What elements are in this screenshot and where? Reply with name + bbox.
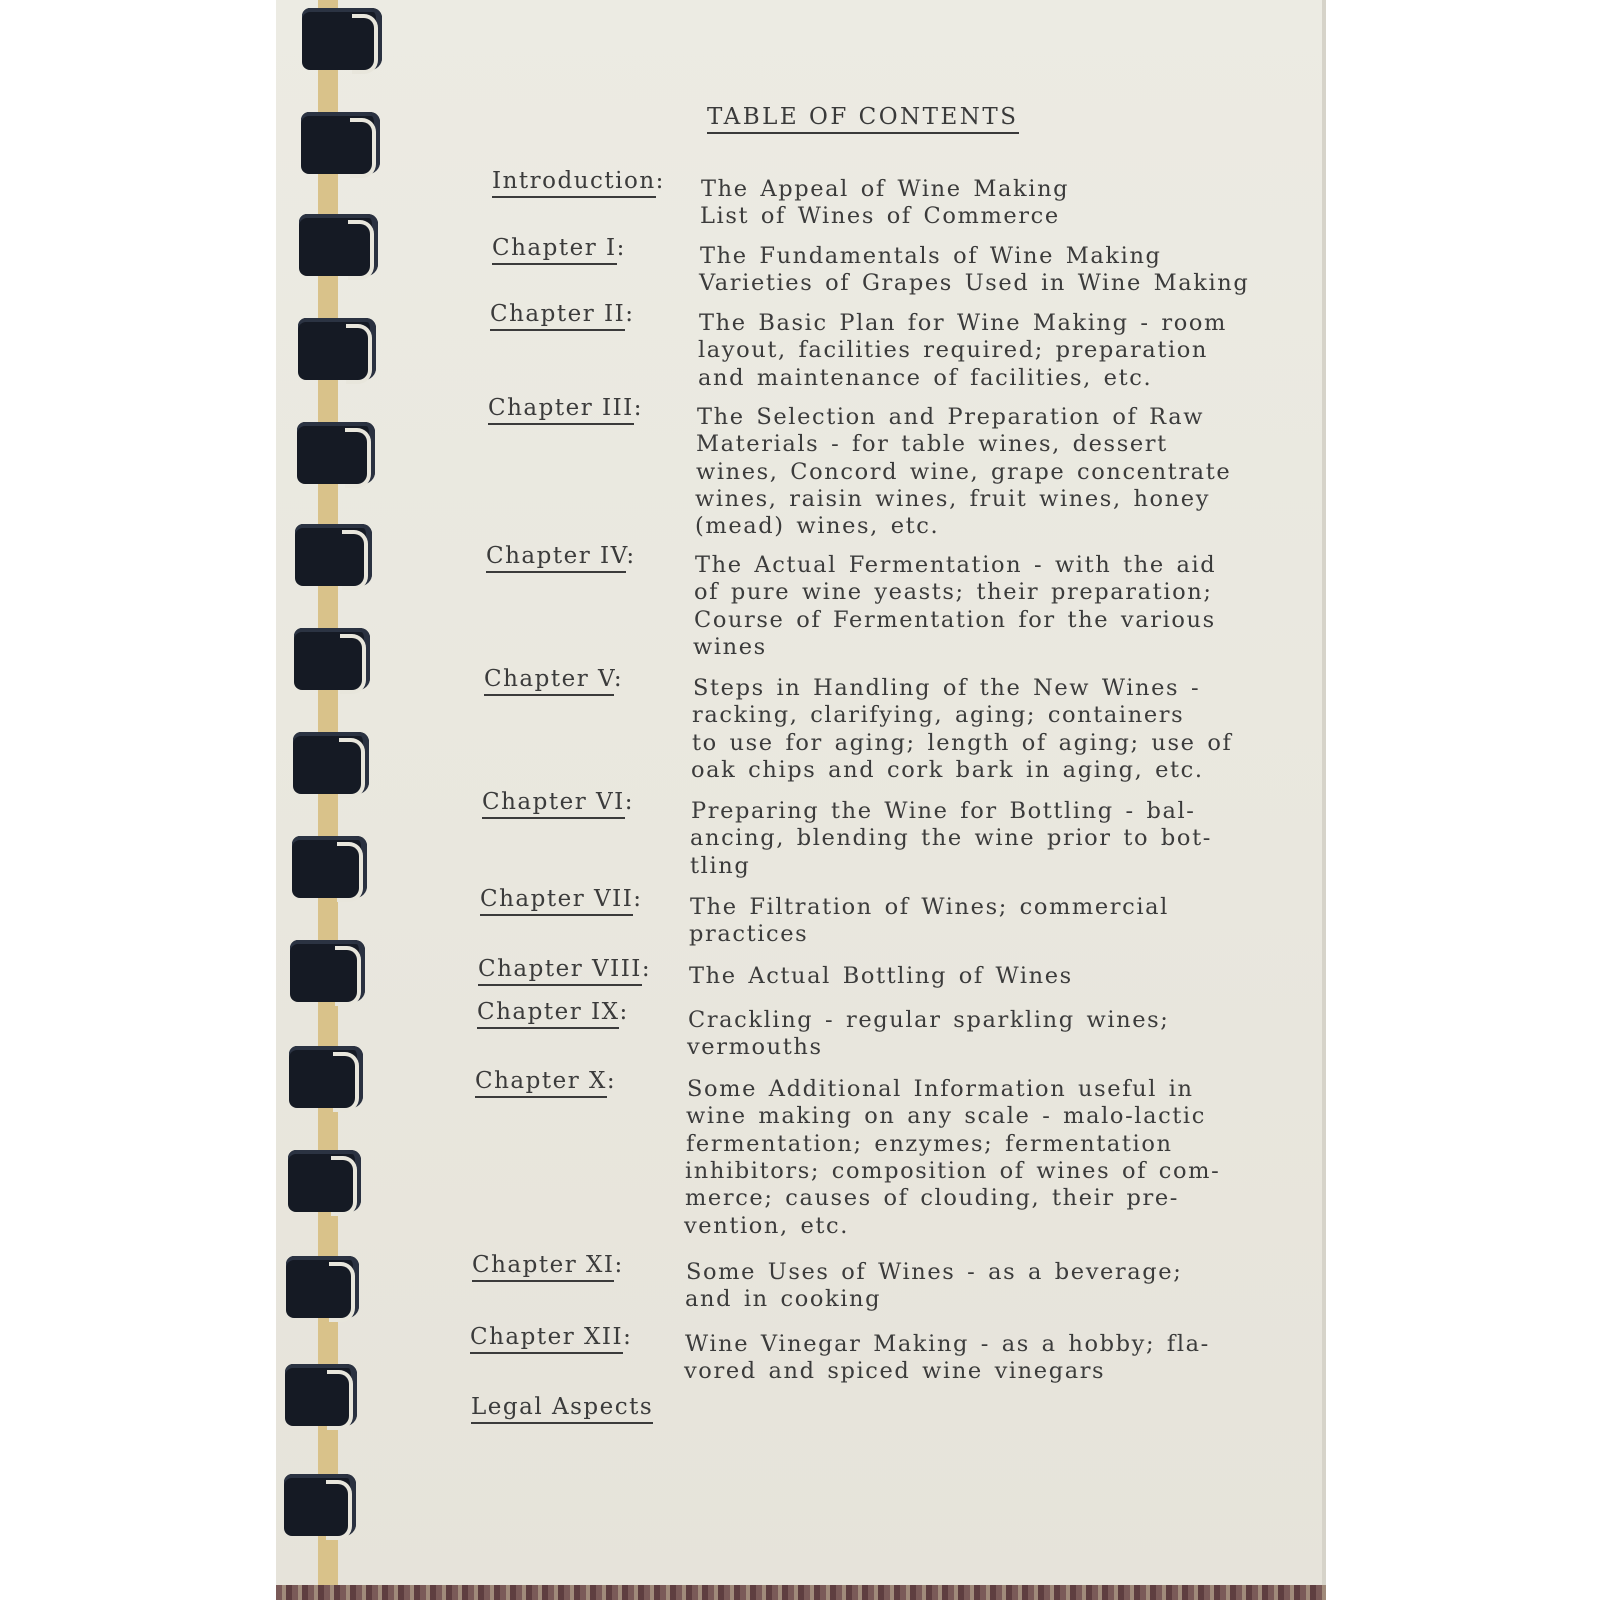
toc-label-text: Chapter VIII: [478, 956, 642, 986]
table-cloth: [276, 1585, 1326, 1600]
binding-coil-loop: [345, 428, 371, 488]
binding-coil-loop: [339, 738, 365, 798]
toc-label-chapter-vi: [482, 788, 634, 816]
toc-description-line: merce; causes of clouding, their pre-: [685, 1185, 1180, 1212]
toc-description-line: The Actual Fermentation - with the aid: [695, 552, 1217, 578]
toc-label-text: Chapter XII: [470, 1324, 623, 1354]
toc-label-text: Chapter I: [492, 235, 617, 265]
toc-label-colon: :: [633, 886, 643, 912]
binding-coil-loop: [327, 1370, 353, 1430]
binding-coil-loop: [346, 324, 372, 384]
toc-description-line: wines, raisin wines, fruit wines, honey: [695, 485, 1211, 512]
toc-description-line: wine making on any scale - malo-lactic: [686, 1103, 1206, 1130]
toc-label-text: Legal Aspects: [471, 1394, 653, 1424]
toc-label-text: Chapter III: [488, 395, 634, 425]
toc-label-text: Chapter IV: [486, 543, 626, 573]
toc-description-line: Some Additional Information useful in: [687, 1076, 1194, 1102]
toc-label-chapter-i: [492, 234, 626, 262]
toc-description-line: Wine Vinegar Making - as a hobby; fla-: [685, 1331, 1210, 1357]
toc-label-chapter-x: [475, 1067, 616, 1095]
toc-description-line: to use for aging; length of aging; use of: [692, 729, 1233, 756]
toc-label-colon: :: [623, 1324, 633, 1350]
toc-description-line: vention, etc.: [684, 1212, 850, 1239]
toc-label-chapter-ii: [490, 300, 634, 328]
toc-description-line: Varieties of Grapes Used in Wine Making: [699, 270, 1250, 297]
toc-description-line: ancing, blending the wine prior to bot-: [690, 825, 1212, 852]
page-title: TABLE OF CONTENTS: [707, 104, 1019, 134]
toc-label-colon: :: [614, 1252, 624, 1278]
toc-label-introduction: [492, 167, 665, 195]
toc-label-colon: :: [626, 543, 636, 569]
binding-coil-loop: [331, 1156, 357, 1216]
toc-label-text: Chapter II: [490, 301, 625, 331]
toc-description-line: racking, clarifying, aging; containers: [692, 702, 1185, 729]
binding-coil-loop: [335, 946, 361, 1006]
toc-label-text: Introduction: [492, 168, 656, 198]
toc-label-chapter-iv: [486, 542, 636, 570]
toc-label-colon: :: [655, 168, 665, 194]
toc-label-colon: :: [619, 999, 629, 1025]
toc-label-chapter-iii: [488, 394, 643, 422]
toc-description-line: fermentation; enzymes; fermentation: [686, 1130, 1173, 1157]
toc-label-text: Chapter IX: [477, 999, 619, 1029]
toc-label-text: Chapter VI: [482, 789, 625, 819]
toc-description-line: The Appeal of Wine Making: [701, 176, 1070, 202]
toc-label-colon: :: [613, 666, 624, 692]
toc-description-line: Preparing the Wine for Bottling - bal-: [691, 798, 1196, 824]
toc-description-line: and in cooking: [685, 1286, 882, 1313]
page-edge: [1322, 0, 1326, 1600]
toc-description-line: The Basic Plan for Wine Making - room: [699, 310, 1227, 336]
toc-label-legal-aspects: [471, 1393, 653, 1421]
toc-description-line: The Filtration of Wines; commercial: [690, 894, 1169, 920]
toc-description-line: Crackling - regular sparkling wines;: [688, 1007, 1170, 1033]
toc-description-line: of pure wine yeasts; their preparation;: [694, 579, 1213, 606]
binding-coil-loop: [333, 1052, 359, 1112]
toc-label-colon: :: [606, 1068, 617, 1094]
toc-label-text: Chapter VII: [480, 886, 633, 916]
toc-description-line: Steps in Handling of the New Wines -: [693, 675, 1201, 701]
binding-coil-loop: [352, 14, 378, 74]
toc-description-line: oak chips and cork bark in aging, etc.: [691, 756, 1204, 783]
toc-label-chapter-v: [484, 665, 623, 693]
toc-description-line: The Fundamentals of Wine Making: [700, 243, 1162, 269]
toc-description-line: (mead) wines, etc.: [695, 513, 940, 540]
toc-label-chapter-xi: [472, 1251, 624, 1279]
toc-label-text: Chapter V: [484, 666, 614, 696]
binding-coil-loop: [340, 634, 366, 694]
toc-description-line: inhibitors; composition of wines of com-: [685, 1157, 1221, 1184]
toc-description-line: The Actual Bottling of Wines: [689, 963, 1073, 989]
toc-description-line: tling: [690, 852, 751, 879]
toc-description-line: Materials - for table wines, dessert: [696, 431, 1168, 458]
toc-description-line: Some Uses of Wines - as a beverage;: [686, 1259, 1183, 1285]
toc-description-line: practices: [689, 921, 809, 948]
binding-coil-loop: [329, 1262, 355, 1322]
binding-coil-loop: [348, 220, 374, 280]
toc-label-colon: :: [641, 956, 652, 982]
toc-description-line: wines, Concord wine, grape concentrate: [696, 458, 1232, 485]
binding-coil-loop: [342, 530, 368, 590]
toc-description-line: The Selection and Preparation of Raw: [697, 404, 1205, 430]
toc-description-line: vermouths: [687, 1034, 823, 1061]
toc-description-line: vored and spiced wine vinegars: [684, 1358, 1106, 1385]
toc-description-line: layout, facilities required; preparation: [698, 337, 1208, 364]
binding-coil-loop: [350, 118, 376, 178]
toc-label-colon: :: [625, 301, 635, 327]
toc-description-line: and maintenance of facilities, etc.: [698, 364, 1153, 391]
binding-coil-loop: [326, 1480, 352, 1540]
toc-label-text: Chapter XI: [472, 1252, 614, 1282]
binding-coil-loop: [337, 842, 363, 902]
toc-description-line: Course of Fermentation for the various: [694, 606, 1216, 633]
toc-label-colon: :: [616, 235, 626, 261]
toc-label-chapter-ix: [477, 998, 629, 1026]
toc-label-colon: :: [624, 789, 634, 815]
toc-description-line: wines: [693, 633, 767, 660]
toc-description-line: List of Wines of Commerce: [700, 203, 1060, 230]
toc-label-chapter-xii: [470, 1323, 632, 1351]
toc-label-colon: :: [633, 395, 644, 421]
toc-label-chapter-vii: [480, 885, 643, 913]
toc-label-text: Chapter X: [475, 1068, 607, 1098]
toc-label-chapter-viii: [478, 955, 651, 983]
